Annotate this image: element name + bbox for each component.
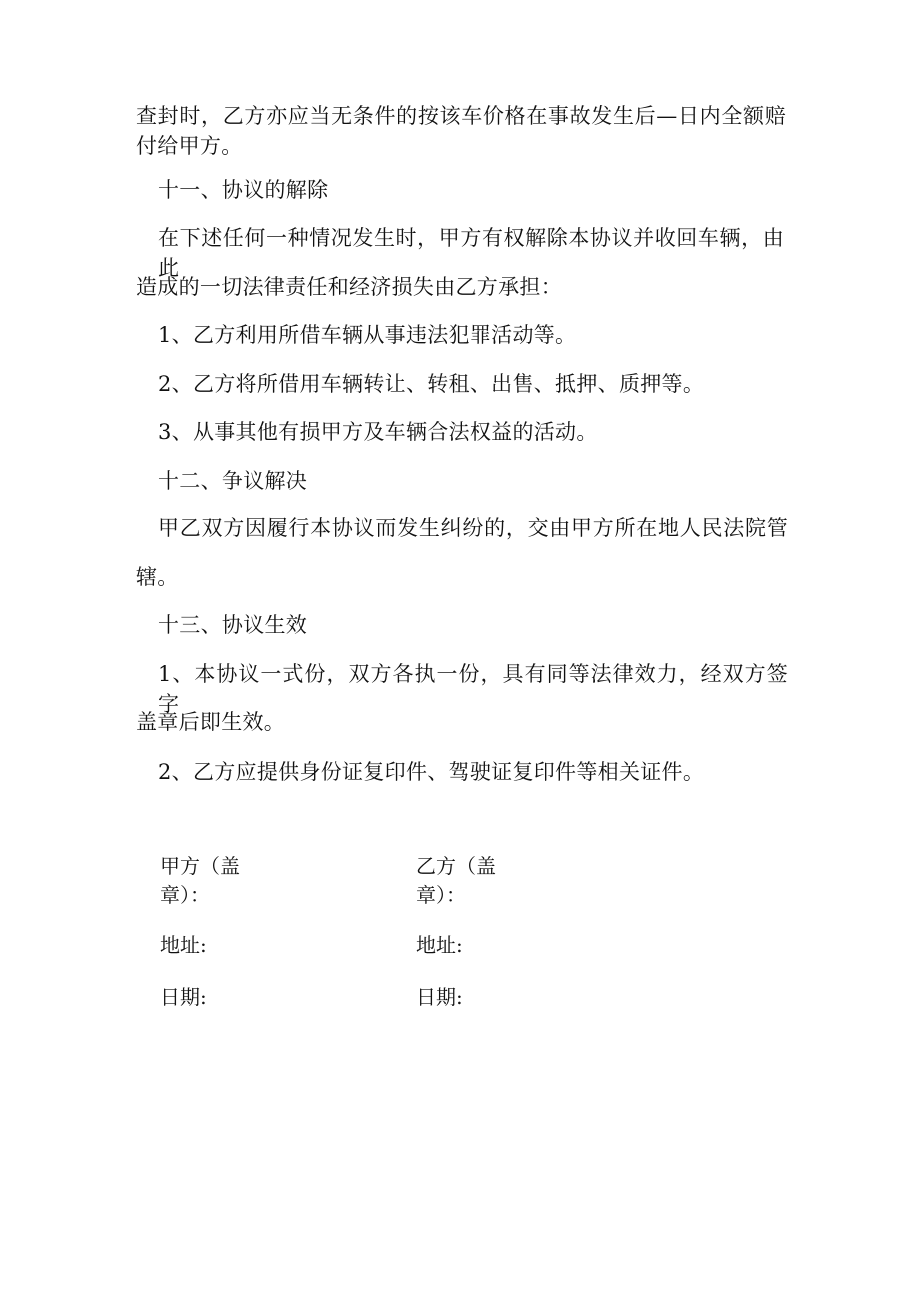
party-a-address-label: 地址:: [160, 933, 207, 957]
paragraph-2-line-1: 在下述任何一种情况发生时，甲方有权解除本协议并收回车辆，由此: [158, 226, 784, 280]
party-b-seal-label-line-1: 乙方（盖: [416, 854, 496, 878]
party-b-address-label: 地址:: [416, 933, 463, 957]
paragraph-1-line-1: 查封时，乙方亦应当无条件的按该车价格在事故发生后—日内全额赔: [136, 104, 786, 128]
section-11-heading: 十一、协议的解除: [158, 178, 329, 202]
paragraph-3-line-1: 甲乙双方因履行本协议而发生纠纷的，交由甲方所在地人民法院管: [158, 516, 788, 540]
party-a-seal-label-line-1: 甲方（盖: [160, 854, 240, 878]
paragraph-2-line-2: 造成的一切法律责任和经济损失由乙方承担：: [136, 275, 562, 299]
clause-item-3: 3、从事其他有损甲方及车辆合法权益的活动。: [158, 420, 598, 444]
clause-item-1: 1、乙方利用所借车辆从事违法犯罪活动等。: [158, 323, 577, 347]
clause-item-2: 2、乙方将所借用车辆转让、转租、出售、抵押、质押等。: [158, 372, 705, 396]
section-13-heading: 十三、协议生效: [158, 613, 308, 637]
paragraph-1-line-2: 付给甲方。: [136, 134, 243, 158]
party-a-date-label: 日期:: [160, 985, 207, 1009]
paragraph-5: 2、乙方应提供身份证复印件、驾驶证复印件等相关证件。: [158, 760, 705, 784]
paragraph-4-line-1: 1、本协议一式份，双方各执一份，具有同等法律效力，经双方签字: [158, 662, 788, 716]
party-b-date-label: 日期:: [416, 985, 463, 1009]
party-a-seal-label-line-2: 章）：: [160, 883, 210, 907]
paragraph-4-line-2: 盖章后即生效。: [136, 710, 286, 734]
party-b-seal-label-line-2: 章）：: [416, 883, 466, 907]
section-12-heading: 十二、争议解决: [158, 469, 308, 493]
paragraph-3-line-2: 辖。: [136, 565, 179, 589]
